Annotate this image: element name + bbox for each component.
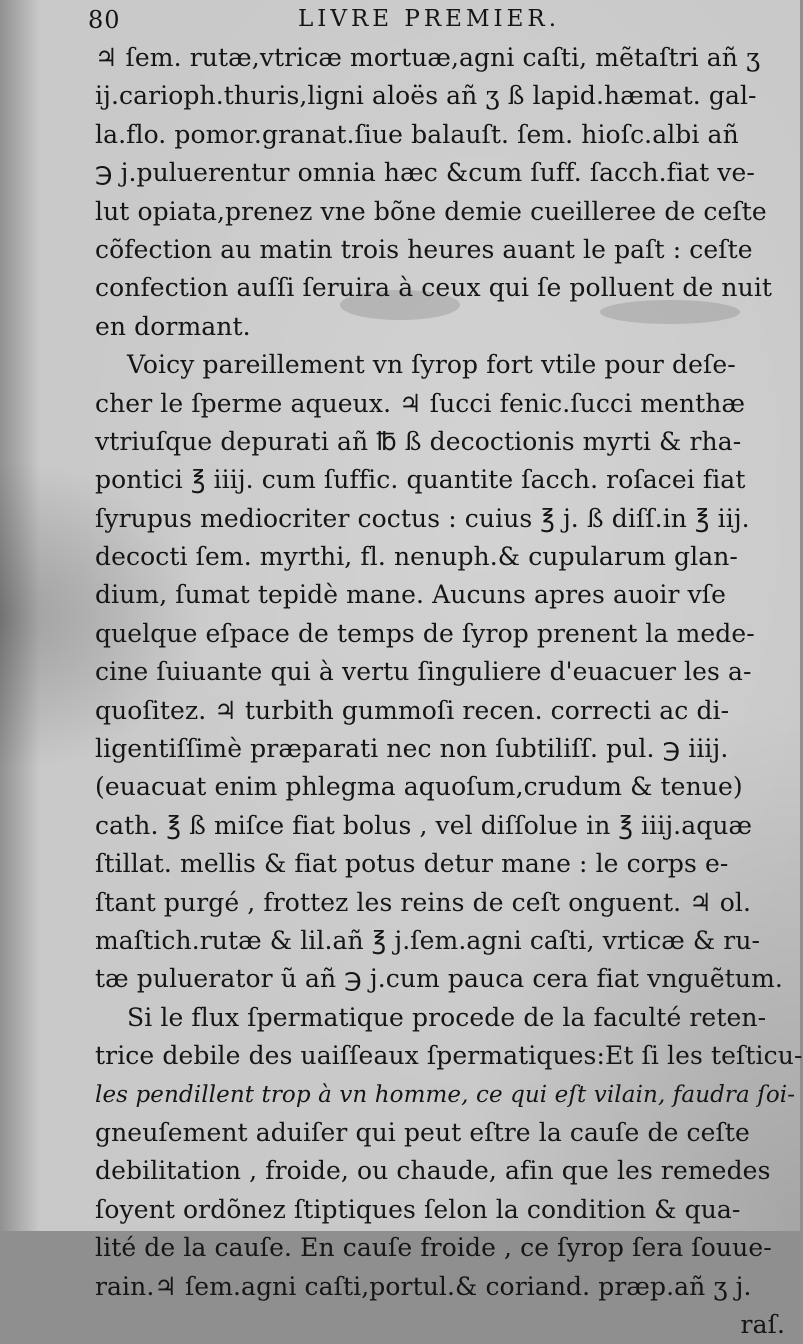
binding-shadow: [0, 0, 40, 1231]
text-line: en dormant.: [95, 311, 251, 341]
text-line: ij.carioph.thuris,ligni aloës añ ʒ ß lapid.hæmat. gal-: [95, 81, 757, 111]
text-line: ſtant purgé , frottez les reins de ceſt onguent. ♃ ol.: [95, 887, 752, 917]
text-line: ſtillat. mellis & fiat potus detur mane : le corps e-: [95, 849, 729, 879]
text-line: trice debile des uaiſſeaux ſpermatiques:Et ſi les teſticu-: [95, 1041, 803, 1071]
text-line: confection auſſi ſeruira à ceux qui ſe polluent de nuit: [95, 273, 773, 303]
text-line: ♃ ſem. rutæ,vtricæ mortuæ,agni caſti, mẽtaſtri añ ʒ: [95, 43, 761, 72]
text-line: lité de la cauſe. En cauſe froide , ce ſyrop ſera ſouue-: [95, 1233, 772, 1263]
text-line: gneuſement aduiſer qui peut eſtre la cauſe de ceſte: [95, 1117, 750, 1147]
text-line: ℈ j.puluerentur omnia hæc &cum ſuff. ſacch.fiat ve-: [95, 158, 755, 188]
paragraph-start-line: Si le flux ſpermatique procede de la faculté reten-: [127, 1002, 767, 1032]
catchword: raſ.: [740, 1309, 785, 1339]
text-line: quoſitez. ♃ turbith gummoſi recen. correcti ac di-: [95, 695, 730, 725]
text-line: pontici ℥ iiij. cum ſuffic. quantite ſacch. roſacei fiat: [95, 465, 746, 495]
text-line: lut opiata,prenez vne bõne demie cueilleree de ceſte: [95, 196, 767, 226]
text-line: rain.♃ ſem.agni caſti,portul.& coriand. præp.añ ʒ j.: [95, 1271, 752, 1301]
text-line: la.flo. pomor.granat.ſiue balauſt. ſem. hioſc.albi añ: [95, 119, 739, 149]
text-line: dium, ſumat tepidè mane. Aucuns apres auoir vſe: [95, 580, 727, 610]
text-line: tæ puluerator ũ añ ℈ j.cum pauca cera fiat vnguẽtum.: [95, 964, 783, 994]
page-number: 80: [88, 6, 121, 34]
text-line: quelque eſpace de temps de ſyrop prenent la mede-: [95, 618, 755, 648]
running-title: LIVRE PREMIER.: [298, 6, 561, 32]
text-line: cher le ſperme aqueux. ♃ ſucci fenic.ſucci menthæ: [95, 388, 746, 418]
text-line: maſtich.rutæ & lil.añ ℥ j.ſem.agni caſti, vrticæ & ru-: [95, 925, 761, 955]
text-line: ſyrupus mediocriter coctus : cuius ℥ j. ß diſſ.in ℥ iij.: [95, 503, 750, 533]
body-text: [95, 39, 803, 1344]
text-line: (euacuat enim phlegma aquoſum,crudum & tenue): [95, 772, 743, 802]
text-line: cath. ℥ ß miſce fiat bolus , vel diſſolue in ℥ iiij.aquæ: [95, 810, 753, 840]
text-line: vtriuſque depurati añ ℔ ß decoctionis myrti & rha-: [95, 426, 742, 456]
text-line: ſoyent ordõnez ſtiptiques ſelon la condition & qua-: [95, 1194, 741, 1224]
text-line: cine ſuiuante qui à vertu ſinguliere d'euacuer les a-: [95, 657, 752, 687]
text-line: ligentiſſimè præparati nec non ſubtiliſſ. pul. ℈ iiij.: [95, 734, 729, 764]
italic-text-line: les pendillent trop à vn homme, ce qui eſt vilain, faudra ſoi-: [95, 1081, 796, 1108]
text-line: debilitation , froide, ou chaude, afin que les remedes: [95, 1156, 771, 1186]
text-line: decocti ſem. myrthi, fl. nenuph.& cupularum glan-: [95, 542, 738, 572]
text-line: cõfection au matin trois heures auant le paſt : ceſte: [95, 234, 753, 264]
paragraph-start-line: Voicy pareillement vn ſyrop fort vtile pour deſe-: [127, 350, 736, 380]
running-head: [88, 6, 788, 38]
